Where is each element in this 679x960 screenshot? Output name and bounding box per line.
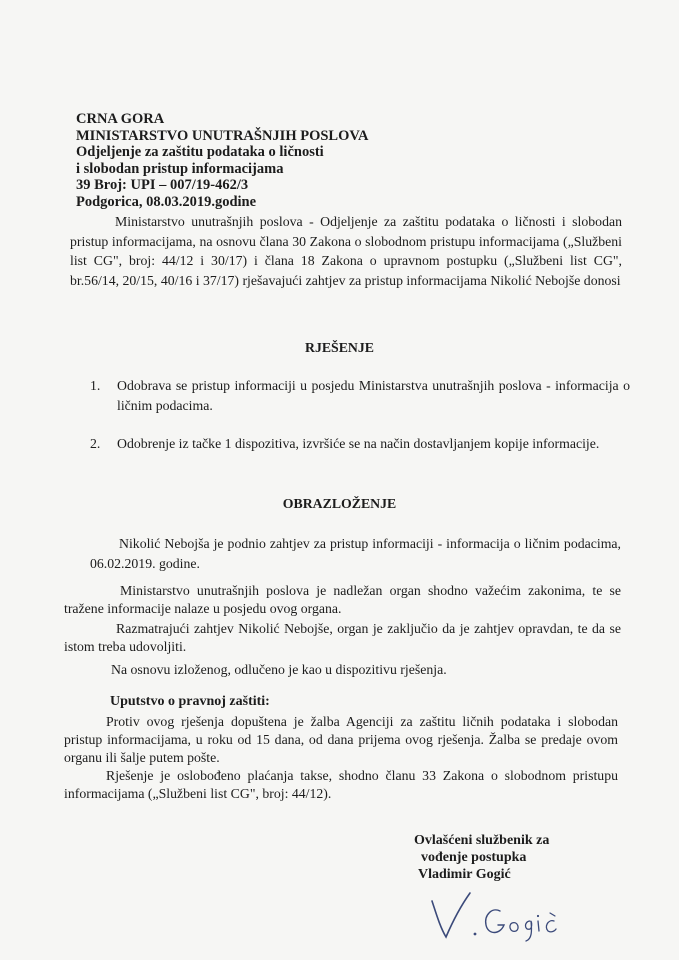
decision-item: [90, 434, 630, 474]
signatory-title-line1: Ovlašćeni službenik za: [414, 833, 550, 848]
legal-remedy-paragraph-2: Rješenje je oslobođeno plaćanja takse, shodno članu 33 Zakona o slobodnom pristupu informacijama („Službeni list CG", broj: 44/12).: [64, 768, 618, 801]
header-department-line2: i slobodan pristup informacijama: [76, 160, 284, 177]
header-place-date: Podgorica, 08.03.2019.godine: [76, 193, 257, 210]
header-ministry: MINISTARSTVO UNUTRAŠNJIH POSLOVA: [76, 127, 369, 144]
header-case-number: 39 Broj: UPI – 007/19-462/3: [76, 177, 249, 194]
decision-item-text: Odobrenje iz tačke 1 dispozitiva, izvršiće se na način dostavljanjem kopije informacije.: [117, 436, 600, 451]
legal-remedy-heading: Uputstvo o pravnoj zaštiti:: [110, 694, 270, 709]
intro-paragraph: Ministarstvo unutrašnjih poslova - Odjeljenje za zaštitu podataka o ličnosti i slobodan pristup informacijama, na osnovu člana 30 Zakona o slobodnom pristupu informacijama („Službeni list CG", broj: 44/12 i 30/17) i člana 18 Zakona o upravnom postupku („Službeni list CG", br.56/14, 20/15, 40/16 i 37/17) rješavajući zahtjev za pristup informacijama Nikolić Nebojše donosi: [70, 214, 622, 288]
signatory-title-line2: vođenje postupka: [421, 849, 527, 865]
decision-item-number: 1.: [90, 378, 101, 393]
signature-block: [414, 833, 549, 883]
handwritten-signature: [428, 887, 578, 947]
signatory-name: Vladimir Gogić: [418, 866, 511, 882]
document-header: [76, 111, 368, 211]
reasoning-paragraph-3: Razmatrajući zahtjev Nikolić Nebojše, organ je zaključio da je zahtjev opravdan, te da se istom treba udovoljiti.: [64, 621, 621, 654]
header-department-line1: Odjeljenje za zaštitu podataka o ličnosti: [76, 144, 324, 161]
decision-item-number: 2.: [90, 436, 101, 451]
reasoning-paragraph-4: Na osnovu izloženog, odlučeno je kao u dispozitivu rješenja.: [111, 662, 447, 677]
reasoning-heading: OBRAZLOŽENJE: [282, 496, 397, 511]
header-country: CRNA GORA: [76, 111, 165, 127]
decision-item-text: Odobrava se pristup informaciji u posjedu Ministarstva unutrašnjih poslova - informacija o ličnim podacima.: [117, 378, 630, 413]
reasoning-paragraph-1: Nikolić Nebojša je podnio zahtjev za pristup informaciji - informacija o ličnim podacima, 06.02.2019. godine.: [90, 536, 621, 571]
decision-item: [90, 376, 630, 416]
decision-heading: RJEŠENJE: [304, 340, 374, 355]
legal-remedy-paragraph-1: Protiv ovog rješenja dopuštena je žalba Agenciji za zaštitu ličnih podataka i slobodan pristup informacijama, u roku od 15 dana, od dana prijema ovog rješenja. Žalba se predaje ovom organu ili šalje putem pošte.: [64, 714, 618, 765]
reasoning-paragraph-2: Ministarstvo unutrašnjih poslova je nadležan organ shodno važećim zakonima, te se tražene informacije nalaze u posjedu ovog organa.: [64, 583, 621, 616]
